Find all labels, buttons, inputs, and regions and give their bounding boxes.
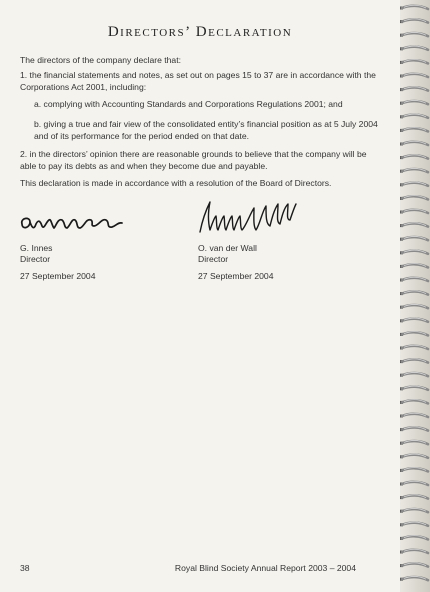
- signature-o-van-der-wall: [196, 198, 306, 238]
- binding-coil: [400, 264, 428, 268]
- binding-coil: [400, 413, 428, 417]
- page-title: Directors’ Declaration: [107, 24, 293, 40]
- signatory-2-name: O. van der Wall: [198, 243, 257, 253]
- signatory-1-date: 27 September 2004: [20, 271, 96, 281]
- report-title: Royal Blind Society Annual Report 2003 – 2004: [174, 563, 356, 573]
- binding-coil: [400, 563, 428, 567]
- binding-coil: [400, 87, 428, 91]
- binding-coil: [400, 114, 428, 118]
- binding-coil: [400, 481, 428, 485]
- signatory-1-role: Director: [20, 254, 51, 264]
- binding-coil: [400, 373, 428, 377]
- binding-coil: [400, 495, 428, 499]
- binding-coil: [400, 169, 428, 173]
- signature-g-innes: [18, 208, 128, 236]
- binding-coil: [400, 33, 428, 37]
- declaration-item-2: 2. in the directors’ opinion there are reasonable grounds to believe that the company will be able to pay its debts as and when they become due and payable.: [20, 149, 367, 171]
- binding-coil: [400, 237, 428, 241]
- binding-coil: [400, 509, 428, 513]
- binding-coil: [400, 182, 428, 186]
- binding-coil: [400, 522, 428, 526]
- binding-coil: [400, 468, 428, 472]
- binding-coil: [400, 441, 428, 445]
- binding-coil: [400, 155, 428, 159]
- signatory-2-date: 27 September 2004: [198, 271, 274, 281]
- binding-coil: [400, 19, 428, 23]
- binding-coil: [400, 209, 428, 213]
- signatory-1-name: G. Innes: [20, 243, 53, 253]
- binding-coil: [400, 196, 428, 200]
- binding-coil: [400, 427, 428, 431]
- declaration-item-1: 1. the financial statements and notes, as set out on pages 15 to 37 are in accordance with the Corporations Act 2001, including:: [20, 70, 376, 92]
- binding-coil: [400, 101, 428, 105]
- binding-coil: [400, 345, 428, 349]
- binding-coil: [400, 318, 428, 322]
- signatory-2-role: Director: [198, 254, 229, 264]
- binding-coil: [400, 359, 428, 363]
- binding-coil: [400, 536, 428, 540]
- binding-coil: [400, 141, 428, 145]
- binding-coil: [400, 60, 428, 64]
- binding-coil: [400, 223, 428, 227]
- binding-coil: [400, 291, 428, 295]
- binding-coil: [400, 128, 428, 132]
- declaration-item-1a: a. complying with Accounting Standards and Corporations Regulations 2001; and: [34, 99, 343, 109]
- binding-coil: [400, 5, 428, 9]
- binding-coil: [400, 332, 428, 336]
- binding-coil: [400, 400, 428, 404]
- declaration-item-1b: b. giving a true and fair view of the consolidated entity’s financial position as at 5 July 2004 and of its performance for the period ended on that date.: [34, 119, 378, 141]
- binding-coil: [400, 250, 428, 254]
- binding-coil: [400, 277, 428, 281]
- binding-coil: [400, 577, 428, 581]
- binding-coil: [400, 454, 428, 458]
- binding-coil: [400, 46, 428, 50]
- page-number: 38: [20, 563, 30, 573]
- binding-coil: [400, 386, 428, 390]
- resolution-statement: This declaration is made in accordance with a resolution of the Board of Directors.: [20, 178, 332, 188]
- binding-coil: [400, 549, 428, 553]
- binding-coil: [400, 305, 428, 309]
- binding-coil: [400, 73, 428, 77]
- spiral-binding: [400, 0, 430, 592]
- intro-paragraph: The directors of the company declare that:: [20, 55, 181, 65]
